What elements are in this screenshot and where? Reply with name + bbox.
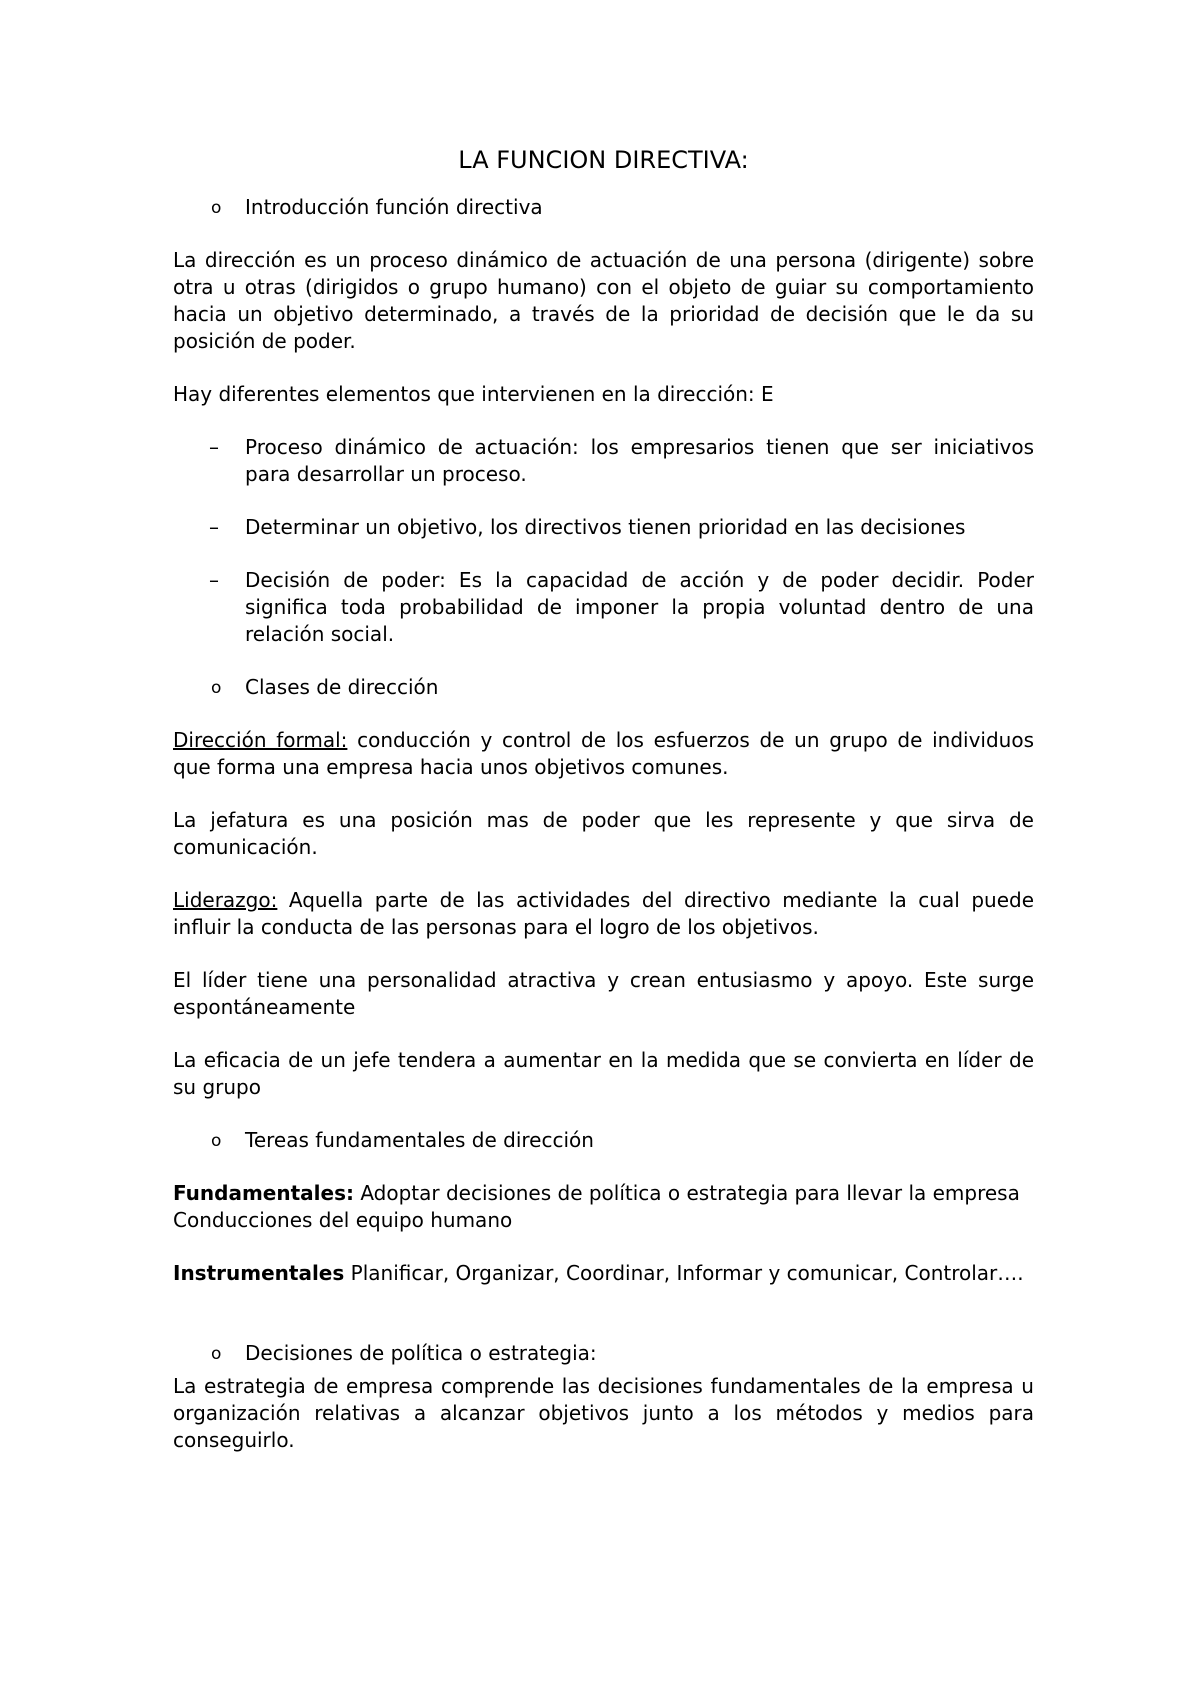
fundamentales-text: Adoptar decisiones de política o estrategia para llevar la empresa	[353, 1181, 1020, 1205]
liderazgo-label: Liderazgo:	[173, 888, 278, 912]
formal-paragraph	[173, 727, 1034, 781]
blank-line	[173, 1313, 1034, 1340]
document-title: LA FUNCION DIRECTIVA:	[458, 146, 749, 174]
section-heading-intro	[173, 194, 1034, 221]
estrategia-paragraph: La estrategia de empresa comprende las decisiones fundamentales de la empresa u organización relativas a alcanzar objetivos junto a los métodos y medios para conseguirlo.	[173, 1374, 1034, 1452]
heading-text: Clases de dirección	[245, 675, 439, 699]
elements-intro-paragraph: Hay diferentes elementos que intervienen en la dirección: E	[173, 382, 774, 406]
lider-paragraph: El líder tiene una personalidad atractiva y crean entusiasmo y apoyo. Este surge espontáneamente	[173, 968, 1034, 1019]
bullet-marker: o	[211, 1344, 222, 1364]
list-item	[173, 567, 1034, 648]
bullet-marker: o	[211, 198, 222, 218]
list-item-text: Proceso dinámico de actuación: los empresarios tienen que ser iniciativos para desarrollar un proceso.	[245, 435, 1034, 486]
conducciones-line: Conducciones del equipo humano	[173, 1208, 513, 1232]
liderazgo-text: Aquella parte de las actividades del directivo mediante la cual puede influir la conducta de las personas para el logro de los objetivos.	[173, 888, 1034, 939]
liderazgo-paragraph	[173, 887, 1034, 941]
eficacia-paragraph: La eficacia de un jefe tendera a aumentar en la medida que se convierta en líder de su grupo	[173, 1048, 1034, 1099]
list-item	[173, 434, 1034, 488]
instrumentales-text: Planificar, Organizar, Coordinar, Informar y comunicar, Controlar….	[344, 1261, 1024, 1285]
heading-text: Tereas fundamentales de dirección	[245, 1128, 594, 1152]
instrumentales-label: Instrumentales	[173, 1261, 345, 1285]
formal-label: Dirección formal:	[173, 728, 348, 752]
dash-marker: –	[209, 568, 219, 592]
list-item-text: Determinar un objetivo, los directivos tienen prioridad en las decisiones	[245, 515, 966, 539]
bullet-marker: o	[211, 1131, 222, 1151]
instrumentales-paragraph	[173, 1260, 1034, 1287]
formal-text: conducción y control de los esfuerzos de un grupo de individuos que forma una empresa hacia unos objetivos comunes.	[173, 728, 1035, 779]
section-heading-classes	[173, 674, 1034, 701]
jefatura-paragraph: La jefatura es una posición mas de poder que les represente y que sirva de comunicación.	[173, 808, 1034, 859]
dash-marker: –	[209, 515, 219, 539]
intro-paragraph: La dirección es un proceso dinámico de actuación de una persona (dirigente) sobre otra u otras (dirigidos o grupo humano) con el objeto de guiar su comportamiento hacia un objetivo determinado, a través de la prioridad de decisión que le da su posición de poder.	[173, 248, 1034, 353]
bullet-marker: o	[211, 678, 222, 698]
list-item-text: Decisión de poder: Es la capacidad de acción y de poder decidir. Poder significa toda probabilidad de imponer la propia voluntad dentro de una relación social.	[245, 568, 1034, 646]
list-item	[173, 514, 1034, 541]
heading-text: Decisiones de política o estrategia:	[245, 1341, 597, 1365]
dash-marker: –	[209, 435, 219, 459]
document-body	[173, 144, 1034, 1480]
fundamentales-label: Fundamentales:	[173, 1181, 354, 1205]
fundamentales-paragraph	[173, 1180, 1034, 1207]
section-heading-decisiones	[173, 1340, 1034, 1367]
section-heading-tareas	[173, 1127, 1034, 1154]
heading-text: Introducción función directiva	[245, 195, 543, 219]
